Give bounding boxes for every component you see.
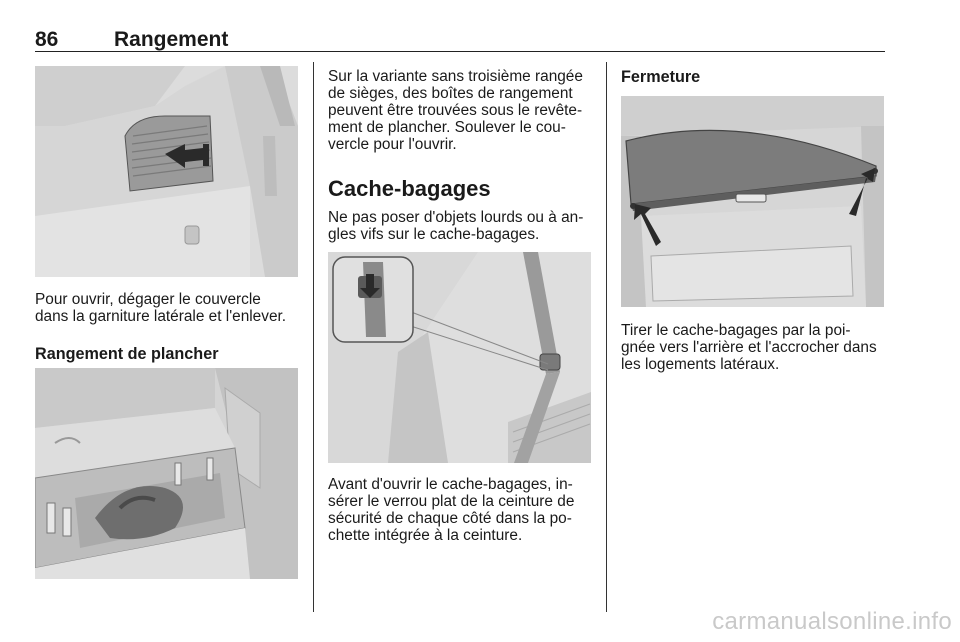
text-line: gles vifs sur le cache-bagages. [328,226,540,243]
text-line: peuvent être trouvées sous le revête- [328,102,583,119]
page-title: Rangement [114,28,229,51]
page-header [35,28,885,52]
text-line: Pour ouvrir, dégager le couvercle [35,291,261,308]
text-line: gnée vers l'arrière et l'accrocher dans [621,339,877,356]
section-heading-closing: Fermeture [621,68,701,86]
header-rule [35,51,885,52]
text-line: sérer le verrou plat de la ceinture de [328,493,575,510]
column-divider-1 [313,62,314,612]
col2-paragraph-2 [328,209,598,243]
text-line: ment de plancher. Soulever le cou- [328,119,566,136]
col1-paragraph [35,291,305,325]
figure-floor-storage [35,368,298,579]
col2-paragraph-1 [328,68,598,153]
col2-paragraph-3 [328,476,598,544]
col3-paragraph [621,322,891,373]
section-heading-floor-storage: Rangement de plancher [35,345,219,363]
page-number: 86 [35,28,59,51]
side-trim-illustration [35,66,298,277]
figure-seatbelt-lock [328,252,591,463]
column-divider-2 [606,62,607,612]
text-line: les logements latéraux. [621,356,780,373]
figure-side-trim-cover [35,66,298,277]
watermark: carmanualsonline.info [712,608,952,635]
section-heading-cargo-cover: Cache-bagages [328,176,491,201]
text-line: chette intégrée à la ceinture. [328,527,523,544]
cargo-cover-illustration [621,96,884,307]
text-line: de sièges, des boîtes de rangement [328,85,573,102]
text-line: vercle pour l'ouvrir. [328,136,457,153]
figure-cargo-cover-closing [621,96,884,307]
text-line: sécurité de chaque côté dans la po- [328,510,572,527]
text-line: Ne pas poser d'objets lourds ou à an- [328,209,584,226]
text-line: Avant d'ouvrir le cache-bagages, in- [328,476,573,493]
text-line: dans la garniture latérale et l'enlever. [35,308,287,325]
text-line: Sur la variante sans troisième rangée [328,68,583,85]
text-line: Tirer le cache-bagages par la poi- [621,322,851,339]
seatbelt-illustration [328,252,591,463]
floor-storage-illustration [35,368,298,579]
